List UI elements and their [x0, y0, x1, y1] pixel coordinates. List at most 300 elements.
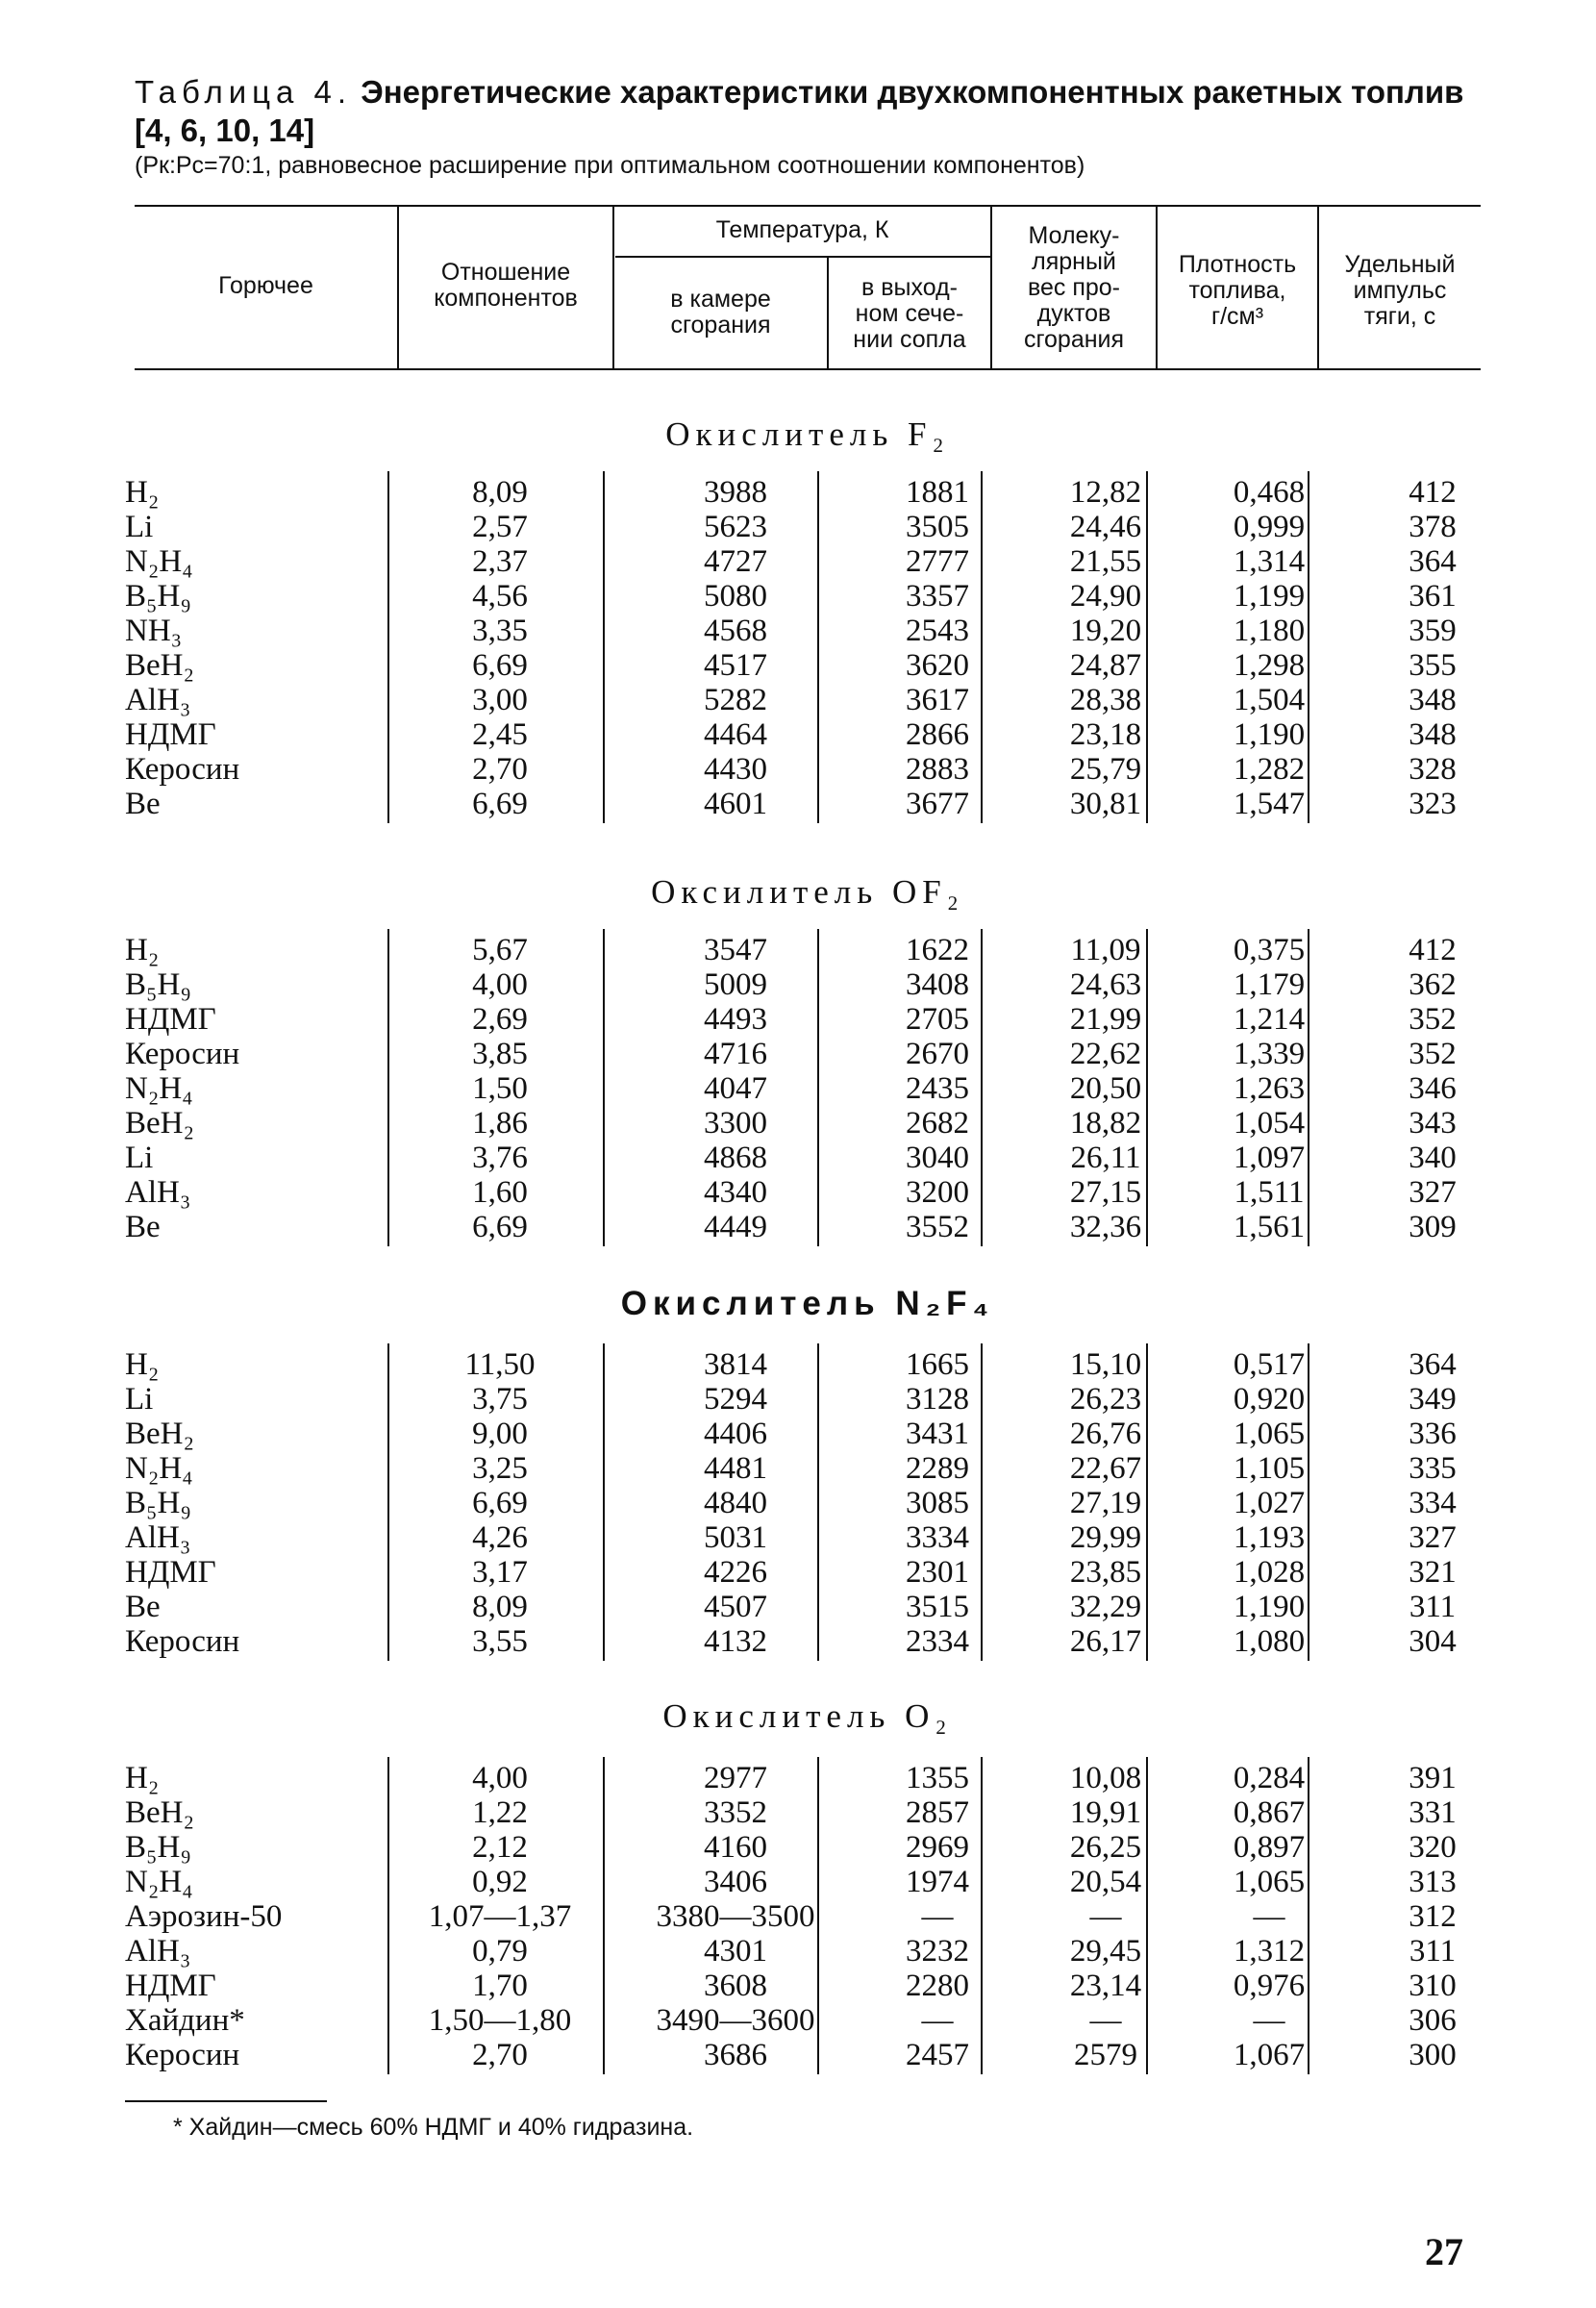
exit-temp-cell: 2883 [906, 752, 969, 787]
density-cell: 1,199 [1233, 579, 1306, 614]
ratio-cell: 6,69 [472, 1486, 528, 1520]
specific-impulse-cell: 349 [1409, 1382, 1457, 1417]
specific-impulse-cell: 311 [1409, 1590, 1457, 1624]
ratio-cell: 3,55 [472, 1624, 528, 1659]
specific-impulse-cell: 300 [1409, 2038, 1457, 2072]
ratio-cell: 2,57 [472, 510, 528, 544]
density-cell: 1,067 [1233, 2038, 1306, 2072]
specific-impulse-cell: 336 [1409, 1417, 1457, 1451]
fuel-cell: H₂ [125, 1347, 160, 1382]
table-row [125, 752, 1481, 787]
specific-impulse-cell: 348 [1409, 717, 1457, 752]
specific-impulse-cell: 331 [1409, 1795, 1457, 1830]
fuel-cell: НДМГ [125, 717, 216, 752]
table-row [125, 1520, 1481, 1555]
specific-impulse-cell: 321 [1409, 1555, 1457, 1590]
fuel-cell: Аэрозин-50 [125, 1899, 283, 1934]
exit-temp-cell: 2969 [906, 1830, 969, 1865]
exit-temp-cell: 3505 [906, 510, 969, 544]
column-divider [1308, 929, 1309, 1246]
column-divider [817, 929, 819, 1246]
header-bottom-rule [135, 368, 1481, 370]
table-row [125, 1934, 1481, 1969]
ratio-cell: 9,00 [472, 1417, 528, 1451]
molecular-weight-cell: 22,67 [1069, 1451, 1142, 1486]
ratio-cell: 3,76 [472, 1141, 528, 1175]
molecular-weight-cell: 2579 [1074, 2038, 1137, 2072]
fuel-cell: НДМГ [125, 1002, 216, 1037]
exit-temp-cell: 3040 [906, 1141, 969, 1175]
ratio-cell: 2,45 [472, 717, 528, 752]
column-divider [603, 1343, 605, 1661]
header-molecular-weight: Молеку- лярный вес про- дуктов сгорания [1023, 222, 1125, 353]
table-row [125, 579, 1481, 614]
section-title-f2: Окислитель F₂ [665, 415, 950, 453]
table-row [125, 717, 1481, 752]
molecular-weight-cell: 19,91 [1069, 1795, 1142, 1830]
density-cell: 0,468 [1233, 475, 1306, 510]
specific-impulse-cell: 328 [1409, 752, 1457, 787]
ratio-cell: 2,37 [472, 544, 528, 579]
exit-temp-cell: 3357 [906, 579, 969, 614]
header-temp-chamber: в камере сгорания [670, 286, 771, 339]
exit-temp-cell: 2866 [906, 717, 969, 752]
fuel-cell: Li [125, 1141, 154, 1175]
chamber-temp-cell: 4047 [704, 1071, 767, 1106]
fuel-cell: BeH₂ [125, 1106, 194, 1141]
density-cell: 1,065 [1233, 1865, 1306, 1899]
ratio-cell: 1,07—1,37 [428, 1899, 572, 1934]
column-divider [603, 471, 605, 823]
density-cell: 0,976 [1233, 1969, 1306, 2003]
ratio-cell: 5,67 [472, 933, 528, 967]
table-row [125, 1590, 1481, 1624]
chamber-temp-cell: 3686 [704, 2038, 767, 2072]
table-row [125, 1969, 1481, 2003]
ratio-cell: 3,35 [472, 614, 528, 648]
chamber-temp-cell: 5009 [704, 967, 767, 1002]
specific-impulse-cell: 304 [1409, 1624, 1457, 1659]
specific-impulse-cell: 327 [1409, 1175, 1457, 1210]
ratio-cell: 2,12 [472, 1830, 528, 1865]
molecular-weight-cell: 11,09 [1070, 933, 1141, 967]
exit-temp-cell: 2777 [906, 544, 969, 579]
section-title-o2: Окислитель O₂ [662, 1697, 953, 1735]
column-divider [387, 929, 389, 1246]
table-row [125, 614, 1481, 648]
fuel-cell: N₂H₄ [125, 544, 193, 579]
specific-impulse-cell: 391 [1409, 1761, 1457, 1795]
density-cell: 1,214 [1233, 1002, 1306, 1037]
fuel-cell: H₂ [125, 475, 160, 510]
molecular-weight-cell: 24,46 [1069, 510, 1142, 544]
exit-temp-cell: 3515 [906, 1590, 969, 1624]
exit-temp-cell: 3232 [906, 1934, 969, 1969]
ratio-cell: 6,69 [472, 1210, 528, 1244]
table-row [125, 2038, 1481, 2072]
ratio-cell: 1,50 [472, 1071, 528, 1106]
fuel-cell: Li [125, 1382, 154, 1417]
table-row [125, 1210, 1481, 1244]
density-cell: 1,097 [1233, 1141, 1306, 1175]
molecular-weight-cell: 23,14 [1069, 1969, 1142, 2003]
table-row [125, 1761, 1481, 1795]
specific-impulse-cell: 323 [1409, 787, 1457, 821]
specific-impulse-cell: 311 [1409, 1934, 1457, 1969]
molecular-weight-cell: 22,62 [1069, 1037, 1142, 1071]
table-title: Энергетические характеристики двухкомпонентных ракетных топлив [4, 6, 10, 14] [135, 74, 1464, 148]
table-row [125, 648, 1481, 683]
ratio-cell: 0,79 [472, 1934, 528, 1969]
exit-temp-cell: — [921, 1899, 954, 1934]
specific-impulse-cell: 348 [1409, 683, 1457, 717]
specific-impulse-cell: 364 [1409, 544, 1457, 579]
section-title-n2f4: Окислитель N₂F₄ [620, 1285, 995, 1322]
molecular-weight-cell: 24,63 [1069, 967, 1142, 1002]
chamber-temp-cell: 4430 [704, 752, 767, 787]
table-row [125, 1417, 1481, 1451]
section-title-of2: Оксилитель OF₂ [651, 873, 964, 911]
fuel-cell: Керосин [125, 2038, 240, 2072]
chamber-temp-cell: 5080 [704, 579, 767, 614]
density-cell: 1,054 [1233, 1106, 1306, 1141]
density-cell: 1,027 [1233, 1486, 1306, 1520]
chamber-temp-cell: 3490—3600 [656, 2003, 815, 2038]
density-cell: 1,065 [1233, 1417, 1306, 1451]
molecular-weight-cell: 24,90 [1069, 579, 1142, 614]
column-divider [981, 1757, 983, 2074]
table-subtitle: (Pк:Pс=70:1, равновесное расширение при оптимальном соотношении компонентов) [135, 152, 1085, 179]
fuel-cell: BeH₂ [125, 648, 194, 683]
fuel-cell: B₅H₉ [125, 579, 191, 614]
molecular-weight-cell: 20,50 [1069, 1071, 1142, 1106]
fuel-cell: Li [125, 510, 154, 544]
exit-temp-cell: 2301 [906, 1555, 969, 1590]
exit-temp-cell: 3085 [906, 1486, 969, 1520]
density-cell: 0,920 [1233, 1382, 1306, 1417]
specific-impulse-cell: 346 [1409, 1071, 1457, 1106]
density-cell: 1,263 [1233, 1071, 1306, 1106]
column-divider [603, 1757, 605, 2074]
table-row [125, 1899, 1481, 1934]
density-cell: 1,105 [1233, 1451, 1306, 1486]
molecular-weight-cell: 27,19 [1069, 1486, 1142, 1520]
table-row [125, 1002, 1481, 1037]
exit-temp-cell: 2435 [906, 1071, 969, 1106]
fuel-cell: Керосин [125, 752, 240, 787]
footnote-rule [125, 2100, 327, 2102]
ratio-cell: 8,09 [472, 1590, 528, 1624]
specific-impulse-cell: 334 [1409, 1486, 1457, 1520]
ratio-cell: 2,70 [472, 752, 528, 787]
chamber-temp-cell: 4449 [704, 1210, 767, 1244]
exit-temp-cell: 2334 [906, 1624, 969, 1659]
table-row [125, 510, 1481, 544]
molecular-weight-cell: 23,18 [1069, 717, 1142, 752]
fuel-cell: B₅H₉ [125, 1486, 191, 1520]
header-fuel: Горючее [218, 272, 313, 299]
ratio-cell: 1,60 [472, 1175, 528, 1210]
molecular-weight-cell: 30,81 [1069, 787, 1142, 821]
column-divider [1146, 1757, 1148, 2074]
ratio-cell: 4,00 [472, 967, 528, 1002]
fuel-cell: Керосин [125, 1624, 240, 1659]
exit-temp-cell: 3408 [906, 967, 969, 1002]
column-divider [1308, 471, 1309, 823]
specific-impulse-cell: 355 [1409, 648, 1457, 683]
molecular-weight-cell: 21,55 [1069, 544, 1142, 579]
molecular-weight-cell: — [1089, 2003, 1122, 2038]
chamber-temp-cell: 4507 [704, 1590, 767, 1624]
molecular-weight-cell: 12,82 [1069, 475, 1142, 510]
density-cell: 1,028 [1233, 1555, 1306, 1590]
exit-temp-cell: 2670 [906, 1037, 969, 1071]
chamber-temp-cell: 4568 [704, 614, 767, 648]
ratio-cell: 3,00 [472, 683, 528, 717]
header-specific-impulse: Удельный импульс тяги, с [1344, 251, 1456, 330]
specific-impulse-cell: 312 [1409, 1899, 1457, 1934]
molecular-weight-cell: 23,85 [1069, 1555, 1142, 1590]
molecular-weight-cell: 27,15 [1069, 1175, 1142, 1210]
chamber-temp-cell: 4601 [704, 787, 767, 821]
chamber-temp-cell: 5294 [704, 1382, 767, 1417]
exit-temp-cell: 1622 [906, 933, 969, 967]
molecular-weight-cell: 15,10 [1069, 1347, 1142, 1382]
section-o2-rows [125, 1761, 1481, 2072]
fuel-cell: H₂ [125, 1761, 160, 1795]
specific-impulse-cell: 309 [1409, 1210, 1457, 1244]
column-divider [1146, 1343, 1148, 1661]
ratio-cell: 2,69 [472, 1002, 528, 1037]
exit-temp-cell: — [921, 2003, 954, 2038]
fuel-cell: BeH₂ [125, 1795, 194, 1830]
specific-impulse-cell: 343 [1409, 1106, 1457, 1141]
table-row [125, 1382, 1481, 1417]
fuel-cell: НДМГ [125, 1969, 216, 2003]
fuel-cell: AlH₃ [125, 1934, 191, 1969]
table-label: Таблица 4. [135, 74, 353, 110]
exit-temp-cell: 1355 [906, 1761, 969, 1795]
specific-impulse-cell: 361 [1409, 579, 1457, 614]
density-cell: 0,517 [1233, 1347, 1306, 1382]
chamber-temp-cell: 4840 [704, 1486, 767, 1520]
density-cell: 1,339 [1233, 1037, 1306, 1071]
molecular-weight-cell: 10,08 [1069, 1761, 1142, 1795]
molecular-weight-cell: 26,11 [1070, 1141, 1141, 1175]
chamber-temp-cell: 3352 [704, 1795, 767, 1830]
table-row [125, 1555, 1481, 1590]
table-row [125, 787, 1481, 821]
density-cell: 1,312 [1233, 1934, 1306, 1969]
exit-temp-cell: 3128 [906, 1382, 969, 1417]
exit-temp-cell: 2857 [906, 1795, 969, 1830]
specific-impulse-cell: 412 [1409, 933, 1457, 967]
exit-temp-cell: 1881 [906, 475, 969, 510]
exit-temp-cell: 2682 [906, 1106, 969, 1141]
molecular-weight-cell: 26,25 [1069, 1830, 1142, 1865]
specific-impulse-cell: 335 [1409, 1451, 1457, 1486]
specific-impulse-cell: 340 [1409, 1141, 1457, 1175]
column-divider [981, 1343, 983, 1661]
footnote: * Хайдин—смесь 60% НДМГ и 40% гидразина. [173, 2114, 694, 2141]
exit-temp-cell: 3617 [906, 683, 969, 717]
ratio-cell: 3,85 [472, 1037, 528, 1071]
table-row [125, 1865, 1481, 1899]
density-cell: — [1253, 2003, 1285, 2038]
density-cell: 1,179 [1233, 967, 1306, 1002]
chamber-temp-cell: 4517 [704, 648, 767, 683]
header-temp-exit: в выход- ном сече- нии сопла [853, 274, 966, 353]
exit-temp-cell: 3334 [906, 1520, 969, 1555]
specific-impulse-cell: 362 [1409, 967, 1457, 1002]
column-divider [817, 1757, 819, 2074]
header-ratio: Отношение компонентов [434, 259, 578, 312]
ratio-cell: 3,17 [472, 1555, 528, 1590]
density-cell: 1,282 [1233, 752, 1306, 787]
molecular-weight-cell: 29,99 [1069, 1520, 1142, 1555]
table-row [125, 1106, 1481, 1141]
chamber-temp-cell: 2977 [704, 1761, 767, 1795]
specific-impulse-cell: 352 [1409, 1002, 1457, 1037]
molecular-weight-cell: 32,29 [1069, 1590, 1142, 1624]
ratio-cell: 3,75 [472, 1382, 528, 1417]
column-divider [981, 929, 983, 1246]
ratio-cell: 4,26 [472, 1520, 528, 1555]
density-cell: 0,867 [1233, 1795, 1306, 1830]
fuel-cell: N₂H₄ [125, 1865, 193, 1899]
exit-temp-cell: 2543 [906, 614, 969, 648]
exit-temp-cell: 2289 [906, 1451, 969, 1486]
chamber-temp-cell: 5623 [704, 510, 767, 544]
density-cell: 1,547 [1233, 787, 1306, 821]
column-divider [1308, 1343, 1309, 1661]
fuel-cell: Керосин [125, 1037, 240, 1071]
table-row [125, 1347, 1481, 1382]
chamber-temp-cell: 3814 [704, 1347, 767, 1382]
ratio-cell: 1,86 [472, 1106, 528, 1141]
chamber-temp-cell: 3406 [704, 1865, 767, 1899]
chamber-temp-cell: 3380—3500 [656, 1899, 815, 1934]
specific-impulse-cell: 352 [1409, 1037, 1457, 1071]
fuel-cell: B₅H₉ [125, 1830, 191, 1865]
chamber-temp-cell: 4132 [704, 1624, 767, 1659]
fuel-cell: AlH₃ [125, 1520, 191, 1555]
exit-temp-cell: 3677 [906, 787, 969, 821]
molecular-weight-cell: 26,23 [1069, 1382, 1142, 1417]
column-divider [387, 1757, 389, 2074]
density-cell: 1,561 [1233, 1210, 1306, 1244]
fuel-cell: B₅H₉ [125, 967, 191, 1002]
table-row [125, 1795, 1481, 1830]
column-divider [1146, 471, 1148, 823]
table-row [125, 1830, 1481, 1865]
density-cell: 0,897 [1233, 1830, 1306, 1865]
table-row [125, 475, 1481, 510]
molecular-weight-cell: 25,79 [1069, 752, 1142, 787]
column-divider [1308, 1757, 1309, 2074]
exit-temp-cell: 2280 [906, 1969, 969, 2003]
ratio-cell: 2,70 [472, 2038, 528, 2072]
chamber-temp-cell: 4481 [704, 1451, 767, 1486]
ratio-cell: 1,50—1,80 [428, 2003, 572, 2038]
table-row [125, 1451, 1481, 1486]
molecular-weight-cell: 28,38 [1069, 683, 1142, 717]
molecular-weight-cell: 26,76 [1069, 1417, 1142, 1451]
density-cell: 1,193 [1233, 1520, 1306, 1555]
temperature-subrule [615, 256, 990, 258]
ratio-cell: 4,00 [472, 1761, 528, 1795]
ratio-cell: 3,25 [472, 1451, 528, 1486]
fuel-cell: Хайдин* [125, 2003, 245, 2038]
fuel-cell: BeH₂ [125, 1417, 194, 1451]
ratio-cell: 11,50 [464, 1347, 536, 1382]
density-cell: 1,314 [1233, 544, 1306, 579]
ratio-cell: 8,09 [472, 475, 528, 510]
fuel-cell: H₂ [125, 933, 160, 967]
specific-impulse-cell: 327 [1409, 1520, 1457, 1555]
chamber-temp-cell: 4301 [704, 1934, 767, 1969]
chamber-temp-cell: 4406 [704, 1417, 767, 1451]
density-cell: 1,504 [1233, 683, 1306, 717]
header-top-rule [135, 205, 1481, 207]
exit-temp-cell: 1974 [906, 1865, 969, 1899]
density-cell: 0,999 [1233, 510, 1306, 544]
molecular-weight-cell: 26,17 [1069, 1624, 1142, 1659]
density-cell: 1,298 [1233, 648, 1306, 683]
chamber-temp-cell: 3608 [704, 1969, 767, 2003]
fuel-cell: NH₃ [125, 614, 183, 648]
ratio-cell: 1,22 [472, 1795, 528, 1830]
table-row [125, 1141, 1481, 1175]
fuel-cell: Be [125, 787, 161, 821]
chamber-temp-cell: 4868 [704, 1141, 767, 1175]
column-divider [1146, 929, 1148, 1246]
chamber-temp-cell: 5282 [704, 683, 767, 717]
column-divider [603, 929, 605, 1246]
chamber-temp-cell: 4464 [704, 717, 767, 752]
table-row [125, 1037, 1481, 1071]
specific-impulse-cell: 320 [1409, 1830, 1457, 1865]
table-row [125, 1175, 1481, 1210]
ratio-cell: 6,69 [472, 648, 528, 683]
chamber-temp-cell: 4160 [704, 1830, 767, 1865]
exit-temp-cell: 2457 [906, 2038, 969, 2072]
molecular-weight-cell: 19,20 [1069, 614, 1142, 648]
chamber-temp-cell: 4727 [704, 544, 767, 579]
exit-temp-cell: 2705 [906, 1002, 969, 1037]
chamber-temp-cell: 3988 [704, 475, 767, 510]
exit-temp-cell: 3431 [906, 1417, 969, 1451]
chamber-temp-cell: 4716 [704, 1037, 767, 1071]
density-cell: 1,190 [1233, 717, 1306, 752]
header-density: Плотность топлива, г/см³ [1178, 251, 1297, 330]
specific-impulse-cell: 359 [1409, 614, 1457, 648]
molecular-weight-cell: 32,36 [1069, 1210, 1142, 1244]
table-row [125, 2003, 1481, 2038]
column-divider [817, 1343, 819, 1661]
table-row [125, 967, 1481, 1002]
density-cell: 0,284 [1233, 1761, 1306, 1795]
molecular-weight-cell: 29,45 [1069, 1934, 1142, 1969]
chamber-temp-cell: 3547 [704, 933, 767, 967]
specific-impulse-cell: 306 [1409, 2003, 1457, 2038]
density-cell: 1,180 [1233, 614, 1306, 648]
fuel-cell: AlH₃ [125, 683, 191, 717]
density-cell: 0,375 [1233, 933, 1306, 967]
chamber-temp-cell: 3300 [704, 1106, 767, 1141]
ratio-cell: 6,69 [472, 787, 528, 821]
molecular-weight-cell: — [1089, 1899, 1122, 1934]
